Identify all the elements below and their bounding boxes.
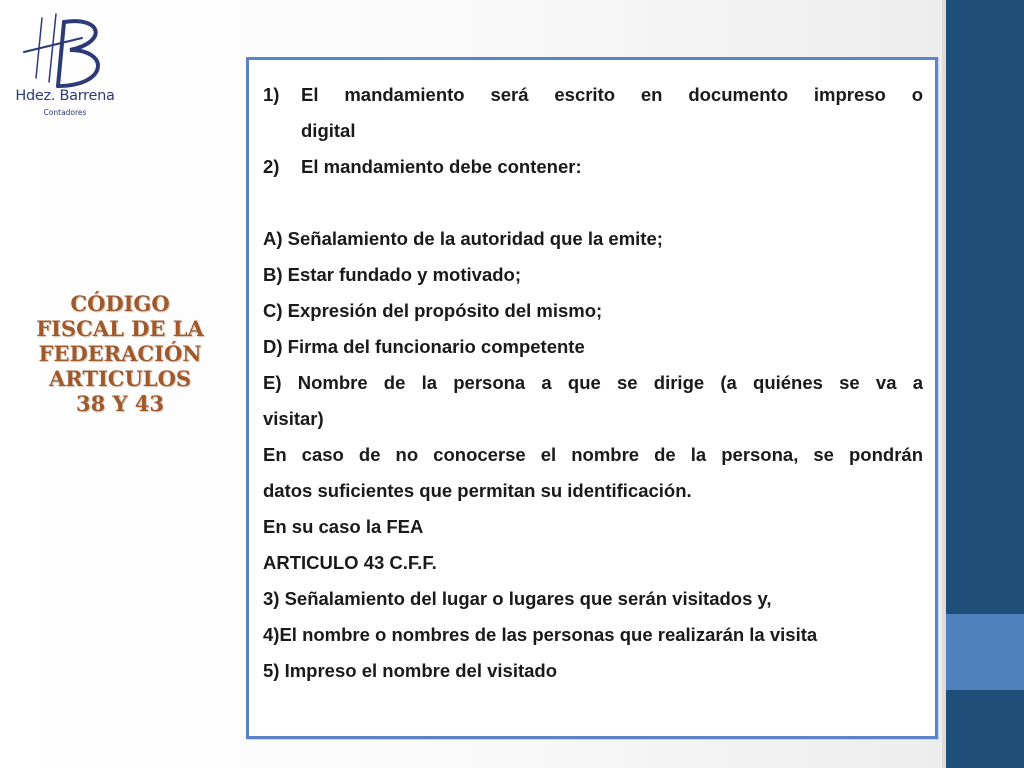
- list-item-4: 4)El nombre o nombres de las personas que realizarán la visita: [263, 624, 818, 645]
- side-title: [10, 291, 230, 416]
- list-item-2: [263, 149, 923, 185]
- requirement-a: A) Señalamiento de la autoridad que la emite;: [263, 228, 663, 249]
- paragraph-line: datos suficientes que permitan su identificación.: [263, 480, 692, 501]
- side-title-line: CÓDIGO: [70, 291, 170, 316]
- item-text: El mandamiento debe contener:: [301, 156, 582, 177]
- content-box: [246, 57, 938, 739]
- list-item-3: 3) Señalamiento del lugar o lugares que serán visitados y,: [263, 588, 772, 609]
- side-title-line: FISCAL DE LA: [36, 316, 204, 341]
- side-title-line: 38 Y 43: [75, 391, 165, 416]
- requirement-c: C) Expresión del propósito del mismo;: [263, 300, 603, 321]
- requirement-d: D) Firma del funcionario competente: [263, 336, 585, 357]
- logo-subtitle: Contadores: [43, 108, 87, 117]
- list-item-5: 5) Impreso el nombre del visitado: [263, 660, 558, 681]
- paragraph-line: En caso de no conocerse el nombre de la persona, se pondrán: [263, 444, 923, 465]
- company-logo: [12, 12, 118, 118]
- side-title-line: ARTICULOS: [48, 366, 192, 391]
- requirement-b: B) Estar fundado y motivado;: [263, 264, 521, 285]
- fea-note: En su caso la FEA: [263, 516, 424, 537]
- side-title-line: FEDERACIÓN: [38, 341, 202, 366]
- item-text: El mandamiento será escrito en documento impreso o: [301, 84, 923, 105]
- right-accent-block: [946, 614, 1024, 690]
- spacer: [263, 185, 923, 221]
- logo-name: Hdez. Barrena: [15, 88, 115, 104]
- list-item-1-continuation: digital: [301, 120, 356, 141]
- item-number: 2): [263, 156, 280, 177]
- content-text: [263, 77, 923, 689]
- list-item-1: [263, 77, 923, 113]
- logo-hb-monogram-icon: [12, 12, 118, 92]
- item-number: 1): [263, 84, 280, 105]
- requirement-e-continuation: visitar): [263, 408, 324, 429]
- requirement-e: E) Nombre de la persona a que se dirige (a quiénes se va a: [263, 372, 923, 393]
- article-heading: ARTICULO 43 C.F.F.: [263, 552, 437, 573]
